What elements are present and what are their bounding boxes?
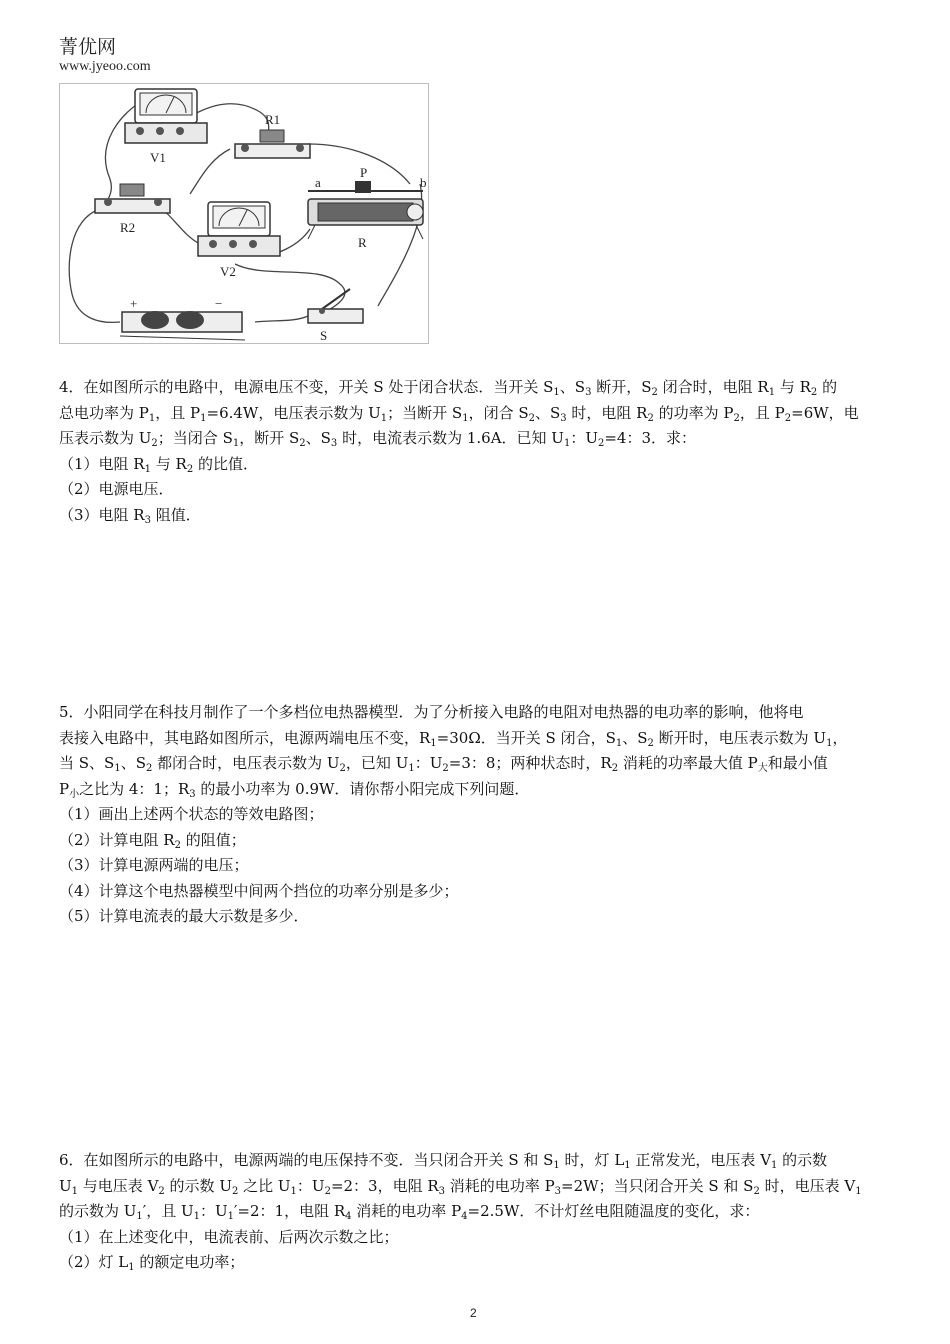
text-run: ′，且 U (142, 1202, 194, 1220)
text-run: 表接入电路中，其电路如图所示，电源两端电压不变，R (59, 728, 431, 747)
circuit-drawing (60, 84, 428, 343)
text-run: ，且 P (155, 403, 201, 422)
text-run: 总电功率为 P (59, 403, 149, 422)
text-run: 时，电阻 R (566, 403, 648, 422)
question-line (59, 452, 897, 478)
text-run: 正常发光，电压表 V (630, 1151, 772, 1169)
subscript: 1 (114, 763, 121, 774)
text-run: 之比为 4：1；R (79, 779, 190, 798)
question-6 (59, 1148, 897, 1276)
text-run: （3）电阻 R (59, 505, 145, 524)
subscript: 1 (615, 737, 623, 749)
subscript: 1 (232, 438, 240, 449)
text-run: =6W，电 (791, 403, 859, 422)
subscript: 3 (189, 788, 196, 800)
subscript: 1 (227, 1211, 235, 1222)
label-v1: V1 (150, 150, 166, 165)
subscript: 2 (158, 1185, 165, 1197)
text-run: 的功率为 P (653, 403, 734, 422)
question-4 (59, 375, 897, 528)
subscript: 1 (430, 737, 437, 749)
text-run: 消耗的电功率 P (445, 1176, 555, 1195)
label-plus: + (130, 296, 138, 311)
subscript: 3 (144, 514, 151, 526)
text-run: 的最小功率为 0.9W．请你帮小阳完成下列问题． (195, 779, 530, 798)
question-line (59, 1148, 897, 1174)
text-run: 、S (559, 378, 586, 396)
label-minus: − (215, 296, 223, 311)
text-run: ：U (570, 429, 598, 447)
text-run: 之比 U (238, 1176, 291, 1195)
subscript: 1 (380, 412, 388, 424)
text-run: ；当闭合 S (157, 429, 233, 447)
text-run: 和最小值 (767, 754, 828, 772)
text-run: （2）电源电压． (59, 480, 174, 498)
text-run: =2W；当只闭合开关 S 和 S (561, 1176, 754, 1195)
subscript: 1 (200, 412, 207, 424)
subscript: 2 (174, 839, 181, 851)
text-run: 阻值． (150, 505, 201, 524)
text-run: 与 R (150, 454, 187, 473)
text-run: ， (832, 728, 848, 747)
text-run: 当 S、S (59, 754, 115, 772)
subscript: 3 (554, 1185, 562, 1197)
page-number: 2 (470, 1306, 477, 1320)
voltmeter-v1 (125, 89, 207, 143)
text-run: 断开时，电压表示数为 U (653, 728, 827, 747)
question-line (59, 751, 897, 777)
text-run: ：U (296, 1176, 325, 1195)
text-run: 闭合时，电阻 R (657, 378, 769, 396)
text-run: 的额定电功率； (134, 1253, 245, 1271)
subscript: 1 (144, 463, 151, 475)
text-run: （4）计算这个电热器模型中间两个挡位的功率分别是多少； (59, 881, 459, 900)
text-run: 与电压表 V (78, 1176, 159, 1195)
question-line (59, 375, 897, 401)
text-run: ：U (200, 1202, 228, 1220)
circuit-figure (59, 83, 429, 344)
text-run: 都闭合时，电压表示数为 U (152, 754, 340, 772)
subscript: 2 (528, 412, 535, 424)
text-run: 消耗的功率最大值 P (618, 754, 758, 772)
question-line (59, 802, 897, 828)
text-run: （3）计算电源两端的电压； (59, 856, 249, 874)
text-run: ：U (414, 754, 443, 772)
subscript: 大 (757, 763, 768, 774)
question-line (59, 426, 897, 452)
question-line (59, 828, 897, 854)
text-run: =6.4W，电压表示数为 U (206, 403, 381, 422)
brand-name: 菁优网 (59, 36, 117, 58)
label-v2: V2 (220, 264, 236, 279)
text-run: 压表示数为 U (59, 429, 152, 447)
resistor-r2 (95, 184, 170, 213)
question-5 (59, 700, 897, 930)
question-line (59, 879, 897, 905)
text-run: 的比值． (193, 454, 258, 473)
subscript: 1 (408, 763, 415, 774)
text-run: 消耗的电功率 P (351, 1202, 462, 1220)
subscript: 1 (624, 1160, 631, 1171)
subscript: 1 (771, 1160, 778, 1171)
question-line (59, 700, 897, 726)
label-r: R (358, 235, 367, 250)
subscript: 2 (647, 737, 654, 749)
text-run: ，且 P (739, 403, 785, 422)
subscript: 1 (826, 737, 833, 749)
question-line (59, 853, 897, 879)
text-run: 的示数 U (164, 1176, 232, 1195)
subscript: 1 (290, 1185, 297, 1197)
text-run: ，闭合 S (468, 403, 529, 422)
text-run: 、S (120, 754, 146, 772)
voltmeter-v2 (198, 202, 280, 256)
subscript: 2 (442, 763, 449, 774)
question-line (59, 904, 897, 930)
subscript: 2 (231, 1185, 239, 1197)
subscript: 1 (768, 387, 776, 398)
subscript: 2 (151, 438, 158, 449)
text-run: （1）电阻 R (59, 454, 145, 473)
subscript: 1 (128, 1262, 135, 1273)
label-s: S (320, 328, 328, 343)
text-run: 时，电压表 V (759, 1176, 856, 1195)
subscript: 4 (461, 1211, 468, 1222)
subscript: 1 (71, 1185, 79, 1197)
label-r2: R2 (120, 220, 136, 235)
subscript: 2 (810, 387, 818, 398)
text-run: （2）灯 L (59, 1253, 129, 1271)
subscript: 2 (611, 763, 619, 774)
subscript: 2 (733, 412, 740, 424)
text-run: 4．在如图所示的电路中，电源电压不变，开关 S 处于闭合状态．当开关 S (59, 378, 554, 396)
label-b: b (420, 175, 427, 190)
text-run: 与 R (775, 378, 811, 396)
question-line (59, 1199, 897, 1225)
rheostat-r (308, 181, 423, 239)
label-r1: R1 (265, 112, 281, 127)
subscript: 3 (560, 412, 567, 424)
subscript: 2 (324, 1185, 331, 1197)
question-line (59, 401, 897, 427)
subscript: 1 (462, 412, 469, 424)
subscript: 2 (339, 763, 346, 774)
subscript: 3 (438, 1185, 446, 1197)
text-run: （1）在上述变化中，电流表前、后两次示数之比； (59, 1227, 399, 1246)
subscript: 2 (186, 463, 194, 475)
subscript: 2 (597, 438, 605, 449)
subscript: 1 (553, 1160, 560, 1171)
subscript: 3 (330, 438, 338, 449)
text-run: =4：3．求： (604, 429, 696, 447)
subscript: 2 (647, 412, 654, 424)
question-line (59, 1174, 897, 1200)
subscript: 2 (753, 1185, 760, 1197)
question-line (59, 777, 897, 803)
subscript: 小 (69, 788, 80, 800)
text-run: 的示数 (777, 1151, 828, 1169)
question-line (59, 1250, 897, 1276)
text-run: ′=2：1，电阻 R (234, 1202, 346, 1220)
text-run: 时，电流表示数为 1.6A．已知 U (337, 429, 564, 447)
text-run: 断开，S (591, 378, 652, 396)
subscript: 1 (148, 412, 156, 424)
text-run: 、S (305, 429, 331, 447)
label-a: a (315, 175, 321, 190)
text-run: 5．小阳同学在科技月制作了一个多档位电热器模型．为了分析接入电路的电阻对电热器的电功率的影响，他将电 (59, 703, 804, 721)
subscript: 1 (855, 1185, 862, 1197)
battery (120, 311, 245, 340)
question-line (59, 477, 897, 503)
text-run: =30Ω．当开关 S 闭合，S (436, 728, 616, 747)
subscript: 3 (585, 387, 592, 398)
subscript: 1 (553, 387, 560, 398)
text-run: 的示数为 U (59, 1202, 137, 1220)
text-run: （5）计算电流表的最大示数是多少． (59, 907, 309, 925)
subscript: 2 (784, 412, 792, 424)
text-run: （1）画出上述两个状态的等效电路图； (59, 805, 324, 823)
question-line (59, 726, 897, 752)
question-line (59, 1225, 897, 1251)
label-p: P (360, 165, 368, 180)
text-run: P (59, 779, 70, 798)
resistor-r1 (235, 130, 310, 158)
subscript: 4 (345, 1211, 352, 1222)
text-run: 6．在如图所示的电路中，电源两端的电压保持不变．当只闭合开关 S 和 S (59, 1151, 554, 1169)
text-run: ，已知 U (345, 754, 409, 772)
subscript: 2 (145, 763, 153, 774)
text-run: U (59, 1176, 72, 1195)
subscript: 2 (299, 438, 306, 449)
subscript: 1 (563, 438, 571, 449)
text-run: =2.5W．不计灯丝电阻随温度的变化，求： (467, 1202, 760, 1220)
text-run: 的阻值； (180, 830, 246, 849)
text-run: 时，灯 L (559, 1151, 625, 1169)
text-run: =2：3，电阻 R (330, 1176, 439, 1195)
text-run: ；当断开 S (387, 403, 463, 422)
question-line (59, 503, 897, 529)
text-run: =3：8；两种状态时，R (448, 754, 612, 772)
text-run: ，断开 S (239, 429, 300, 447)
text-run: 、S (622, 728, 648, 747)
text-run: （2）计算电阻 R (59, 830, 175, 849)
subscript: 1 (136, 1211, 143, 1222)
text-run: 的 (817, 378, 838, 396)
subscript: 1 (193, 1211, 200, 1222)
text-run: 、S (534, 403, 561, 422)
brand-url: www.jyeoo.com (59, 59, 151, 74)
subscript: 2 (651, 387, 658, 398)
